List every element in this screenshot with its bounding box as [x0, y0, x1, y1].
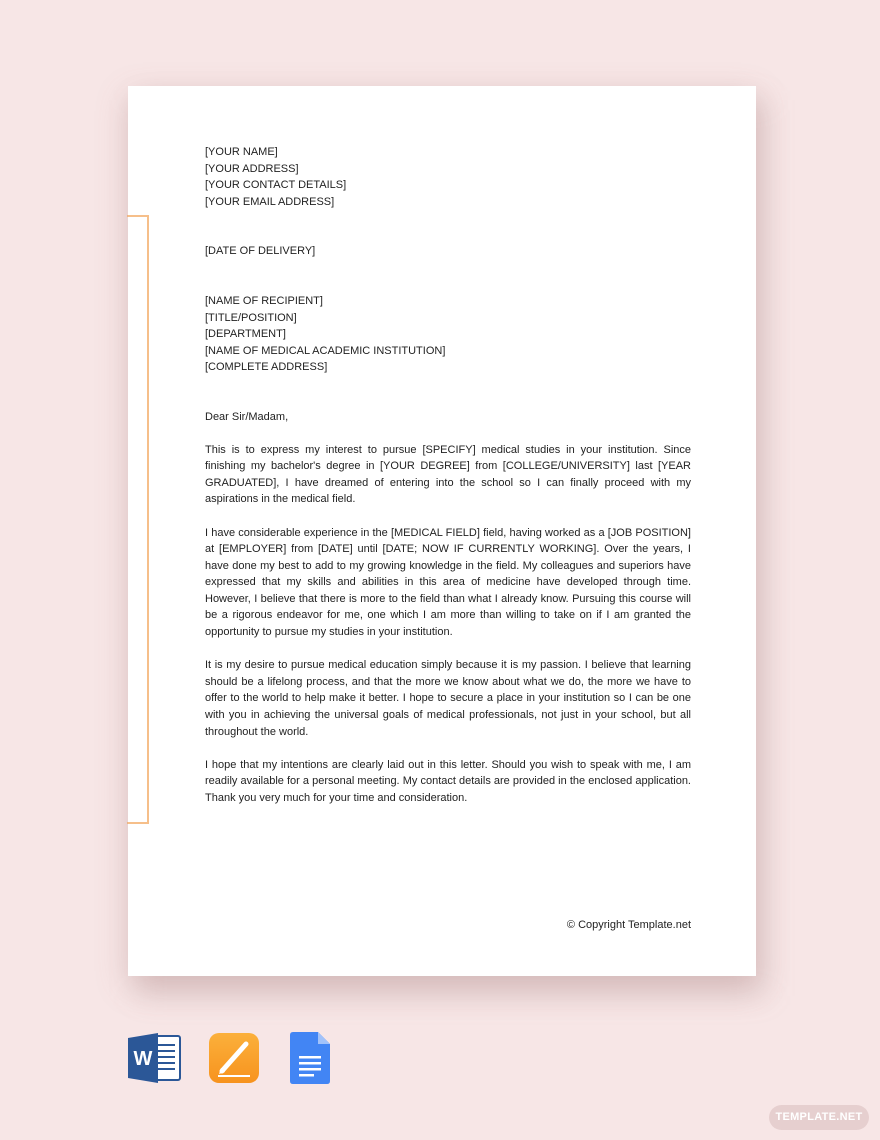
sender-contact: [YOUR CONTACT DETAILS] — [205, 179, 347, 192]
recipient-department: [DEPARTMENT] — [205, 328, 286, 341]
recipient-block — [205, 293, 691, 376]
word-letter: W — [133, 1048, 153, 1070]
paragraph-1: This is to express my interest to pursue [SPECIFY] medical studies in your institution. Since finishing my bachelor's degree in [YOUR DEGREE] from [COLLEGE/UNIVERSITY] last [YEAR GRADUATED], I have dreamed of entering into the school so I can finally proceed with my aspirations in the medical field. — [205, 443, 691, 506]
paragraph-2: I have considerable experience in the [MEDICAL FIELD] field, having worked as a [JOB POSITION] at [EMPLOYER] from [DATE] until [DATE; NOW IF CURRENTLY WORKING]. Over the years, I have done my best to add to my growing knowledge in the field. My colleagues and superiors have expressed that my skills and abilities in this area of medicine have developed through time. However, I believe that there is more to the field than what I already know. Pursuing this course will be a rigorous endeavor for me, one which I am more than willing to take on if I am granted the opportunity to pursue my studies in your institution. — [205, 526, 691, 639]
recipient-institution: [NAME OF MEDICAL ACADEMIC INSTITUTION] — [205, 344, 446, 357]
copyright-text: © Copyright Template.net — [566, 919, 691, 931]
letter-date: [DATE OF DELIVERY] — [205, 245, 316, 258]
apple-pages-icon[interactable] — [208, 1032, 260, 1089]
letter-page — [128, 86, 756, 976]
paragraph-3: It is my desire to pursue medical education simply because it is my passion. I believe that learning should be a lifelong process, and that the more we know about what we do, the more we have to offer to the world to help make it better. I hope to secure a place in your institution so I can be one with you in achieving the universal goals of medical professionals, not just in your school, but all throughout the world. — [205, 659, 691, 738]
microsoft-word-icon[interactable] — [128, 1032, 182, 1089]
letter-body — [205, 144, 691, 823]
paragraph-4: I hope that my intentions are clearly laid out in this letter. Should you wish to speak with me, I am readily available for a personal meeting. My contact details are provided in the enclosed application. Thank you very much for your time and consideration. — [205, 758, 691, 804]
recipient-title: [TITLE/POSITION] — [205, 311, 297, 324]
sender-name: [YOUR NAME] — [205, 146, 278, 158]
template-net-badge[interactable]: TEMPLATE.NET — [769, 1105, 869, 1130]
sender-block — [205, 144, 691, 210]
google-docs-icon[interactable] — [290, 1032, 330, 1089]
salutation: Dear Sir/Madam, — [205, 410, 289, 423]
accent-bracket-overlay — [128, 215, 149, 824]
recipient-address: [COMPLETE ADDRESS] — [205, 361, 328, 374]
sender-email: [YOUR EMAIL ADDRESS] — [205, 195, 335, 208]
sender-address: [YOUR ADDRESS] — [205, 162, 299, 175]
recipient-name: [NAME OF RECIPIENT] — [205, 294, 323, 307]
